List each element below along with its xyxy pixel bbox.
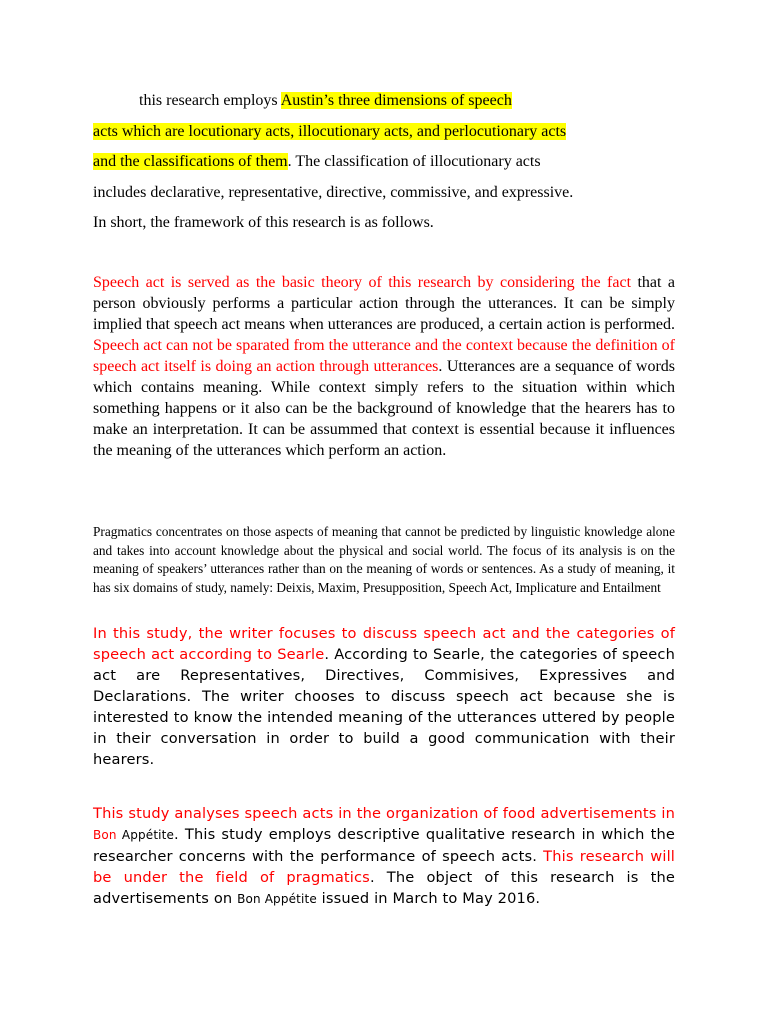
body-text: Pragmatics concentrates on those aspects of meaning that cannot be predicted by linguistic knowledge alone and takes into account knowledge about the physical and social world. The focus of its analysis is on the meaning of speakers’ utterances rather than on the meaning of words or sentences. As a study of meaning, it has six domains of study, namely: Deixis, Maxim, Presupposition, Speech Act, Implicature and Entailment [93, 524, 675, 595]
body-text: . Utterances are a sequance of words which contains meaning. While context simply refers to the situation within which something happens or it also can be the background of knowledge that the hearers has to make an interpretation. It can be assummed that context is essential because it influences the meaning of the utterances which perform an action. [93, 358, 676, 459]
framework-intro [93, 86, 675, 239]
highlighted-text: Austin’s three dimensions of speech [280, 92, 512, 109]
intro-text: this research employs [139, 92, 281, 109]
body-text: that a person obviously performs a particular action through the utterances. It can be simply implied that speech act means when utterances are produced, a certain action is performed. [93, 274, 676, 333]
intro-line-2 [93, 117, 675, 148]
pragmatics-paragraph [93, 523, 675, 597]
intro-text: . The classification of illocutionary acts [287, 153, 541, 170]
body-text: . The object of this research is the advertisements on [93, 869, 675, 907]
speech-act-paragraph [93, 272, 675, 461]
red-text: Speech act is served as the basic theory of this research by considering the fact [93, 274, 632, 291]
red-text: In this study, the writer focuses to discuss speech act and the categories of speech act according to Searle [93, 625, 675, 663]
body-text: . According to Searle, the categories of speech act are Representatives, Directives, Commisives, Expressives and Declarations. The writer chooses to discuss speech act because she is interested to know the intended meaning of the utterances uttered by people in their conversation in order to build a good communication with their hearers. [93, 646, 675, 768]
searle-paragraph [93, 623, 675, 770]
red-small-text: Bon [93, 828, 117, 842]
body-text: . This study employs descriptive qualitative research in which the researcher concerns with the performance of speech acts. [93, 826, 675, 865]
intro-line-4: includes declarative, representative, directive, commissive, and expressive. [93, 183, 574, 201]
small-text: Bon Appétite [237, 892, 317, 906]
body-text: issued in March to May 2016. [316, 890, 541, 907]
intro-line-1 [93, 86, 675, 117]
intro-line-5: In short, the framework of this research is as follows. [93, 214, 434, 231]
study-paragraph [93, 803, 675, 910]
intro-line-3 [93, 147, 675, 178]
highlighted-text: and the classifications of them [93, 153, 288, 170]
red-text: Speech act can not be sparated from the utterance and the context because the definition of speech act itself is doing an action through utterances [93, 337, 675, 375]
highlighted-text: acts which are locutionary acts, illocutionary acts, and perlocutionary acts [93, 122, 567, 140]
red-text: This research will be under the field of pragmatics [93, 848, 675, 886]
small-text: Appétite [116, 828, 175, 842]
red-text: This study analyses speech acts in the organization of food advertisements in [93, 805, 675, 822]
